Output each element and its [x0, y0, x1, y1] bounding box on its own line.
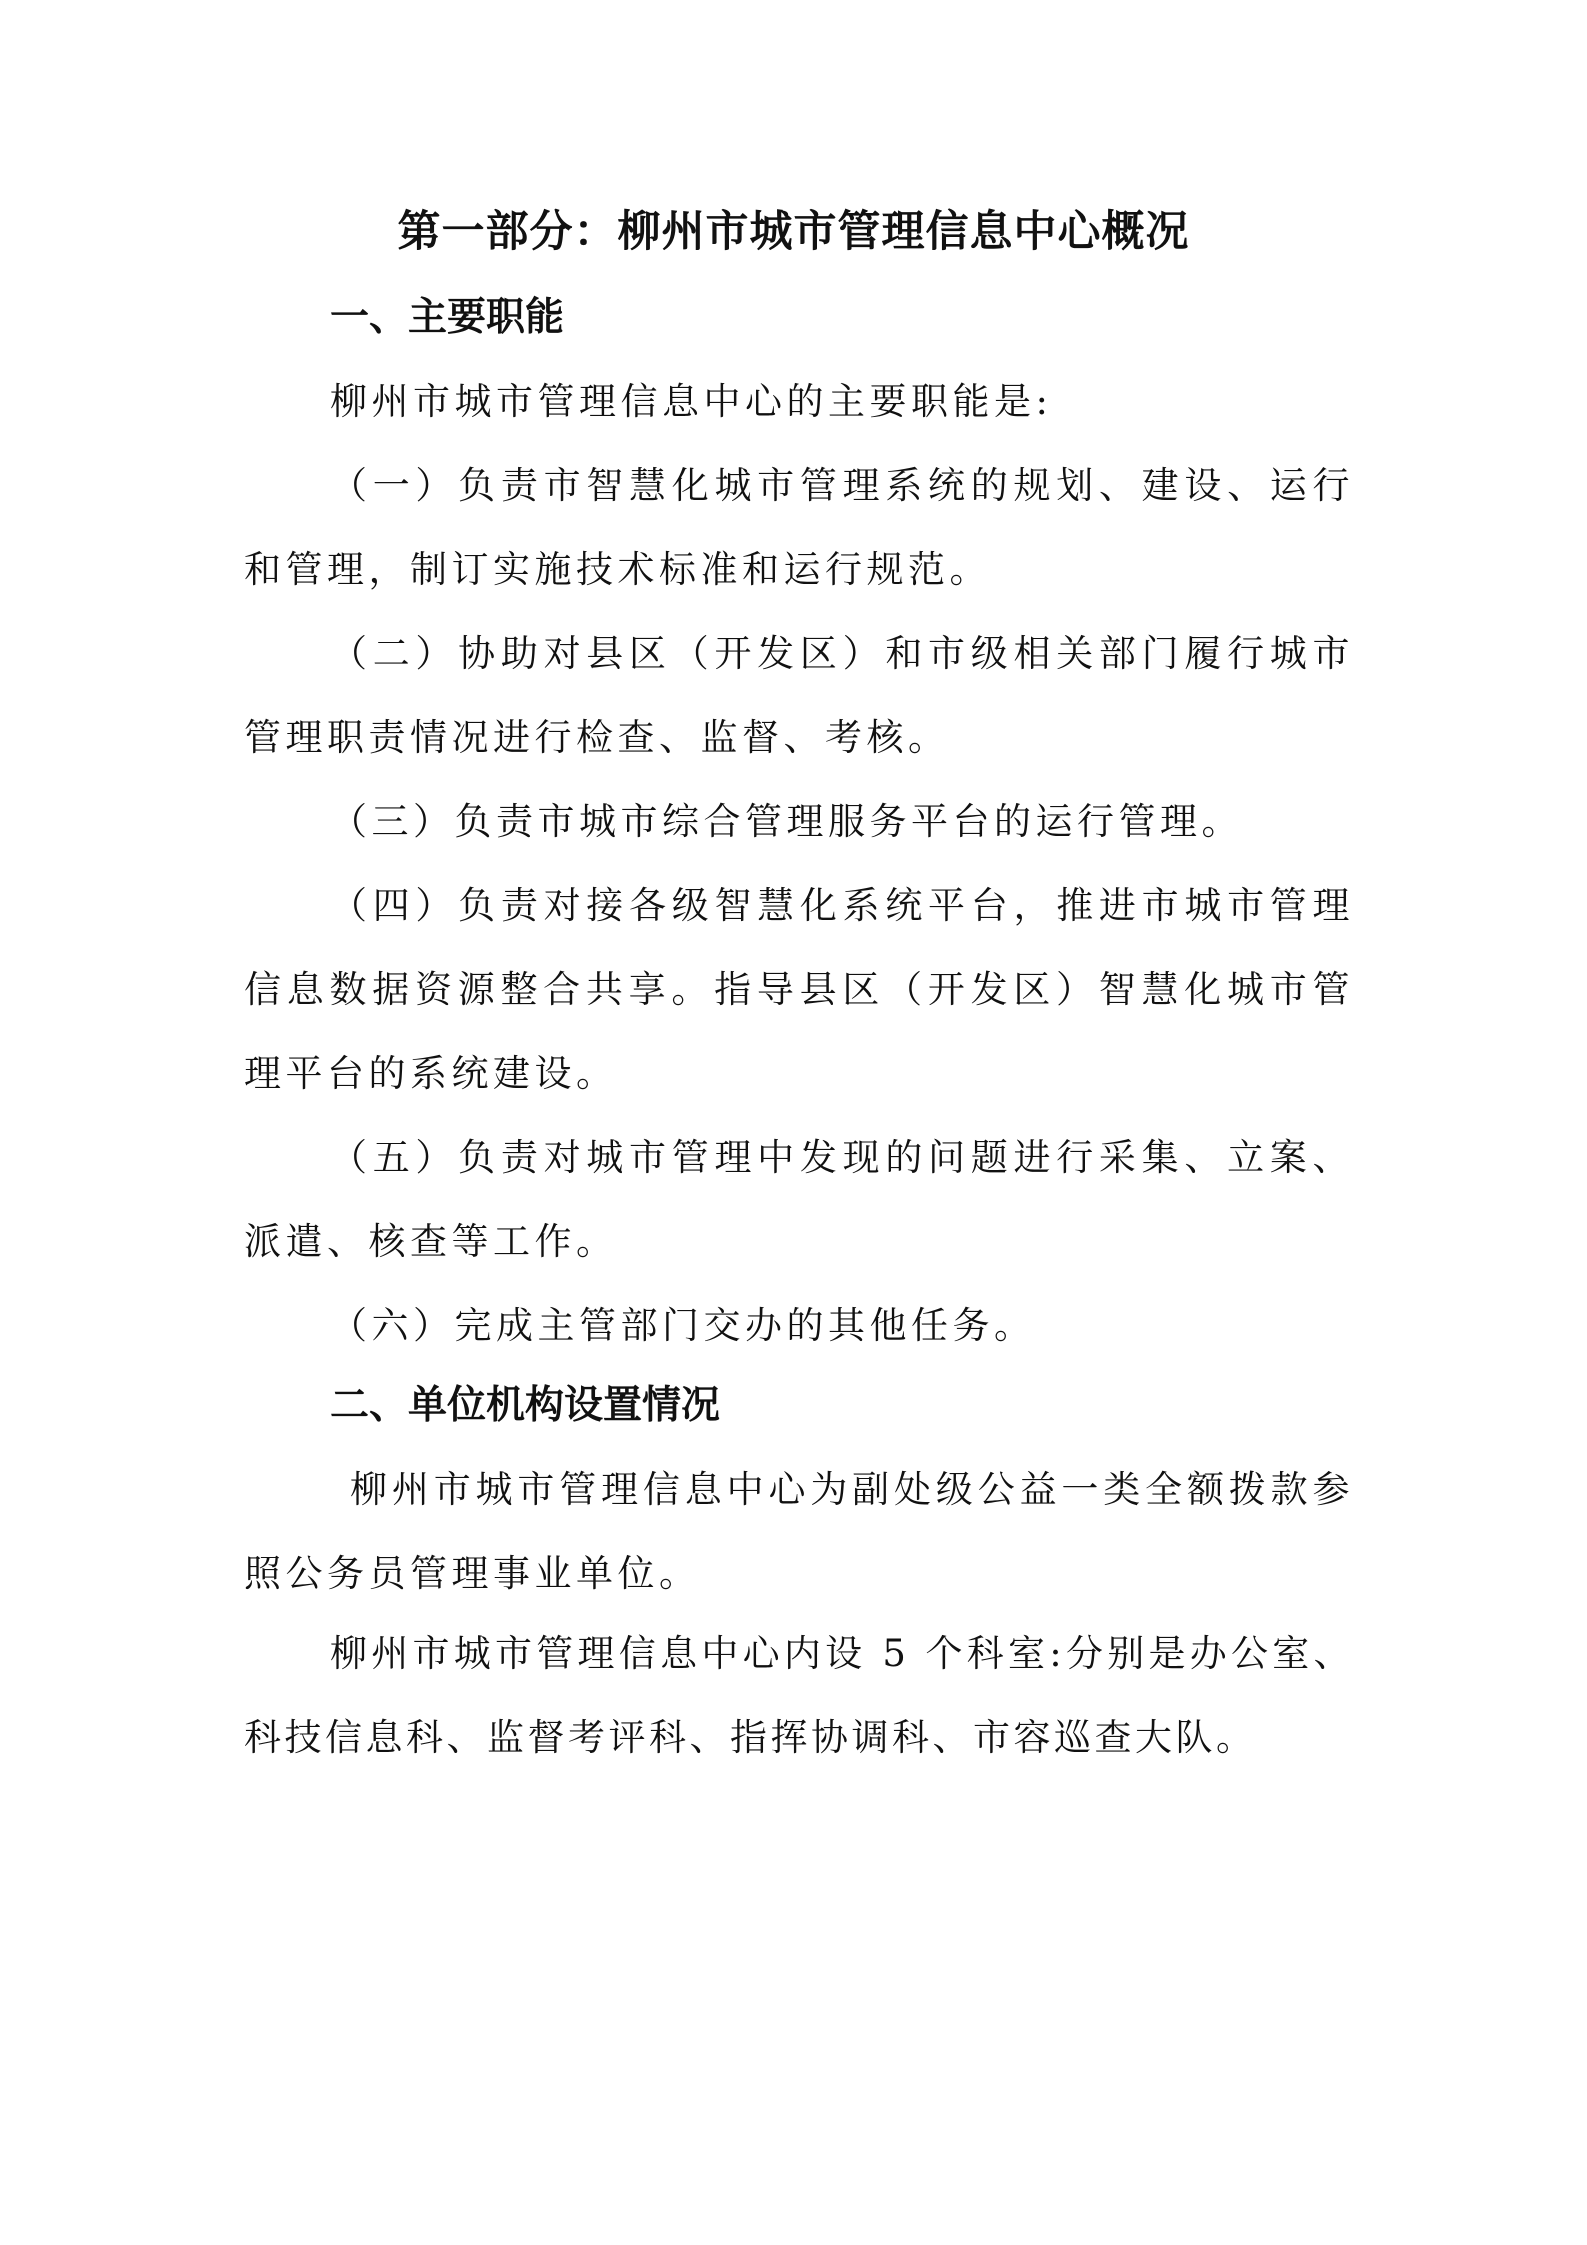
function-item-4: （四）负责对接各级智慧化系统平台，推进市城市管理信息数据资源整合共享。指导县区（开发区）智慧化城市管理平台的系统建设。	[244, 884, 1354, 1095]
function-item-5: （五）负责对城市管理中发现的问题进行采集、立案、派遣、核查等工作。	[244, 1136, 1354, 1263]
function-item-6: （六）完成主管部门交办的其他任务。	[330, 1304, 1036, 1347]
organization-paragraph-2: 柳州市城市管理信息中心内设 5 个科室:分别是办公室、科技信息科、监督考评科、指挥协调科、市容巡查大队。	[244, 1632, 1354, 1759]
function-item-1: （一）负责市智慧化城市管理系统的规划、建设、运行和管理，制订实施技术标准和运行规范。	[244, 464, 1354, 591]
section-heading-organization: 二、单位机构设置情况	[330, 1383, 721, 1428]
organization-paragraph-1: 柳州市城市管理信息中心为副处级公益一类全额拨款参照公务员管理事业单位。	[244, 1468, 1354, 1595]
section-heading-functions: 一、主要职能	[330, 295, 565, 340]
page-title: 第一部分：柳州市城市管理信息中心概况	[397, 207, 1190, 257]
function-item-2: （二）协助对县区（开发区）和市级相关部门履行城市管理职责情况进行检查、监督、考核。	[244, 632, 1354, 759]
functions-intro: 柳州市城市管理信息中心的主要职能是:	[330, 380, 1053, 423]
function-item-3: （三）负责市城市综合管理服务平台的运行管理。	[330, 800, 1243, 843]
